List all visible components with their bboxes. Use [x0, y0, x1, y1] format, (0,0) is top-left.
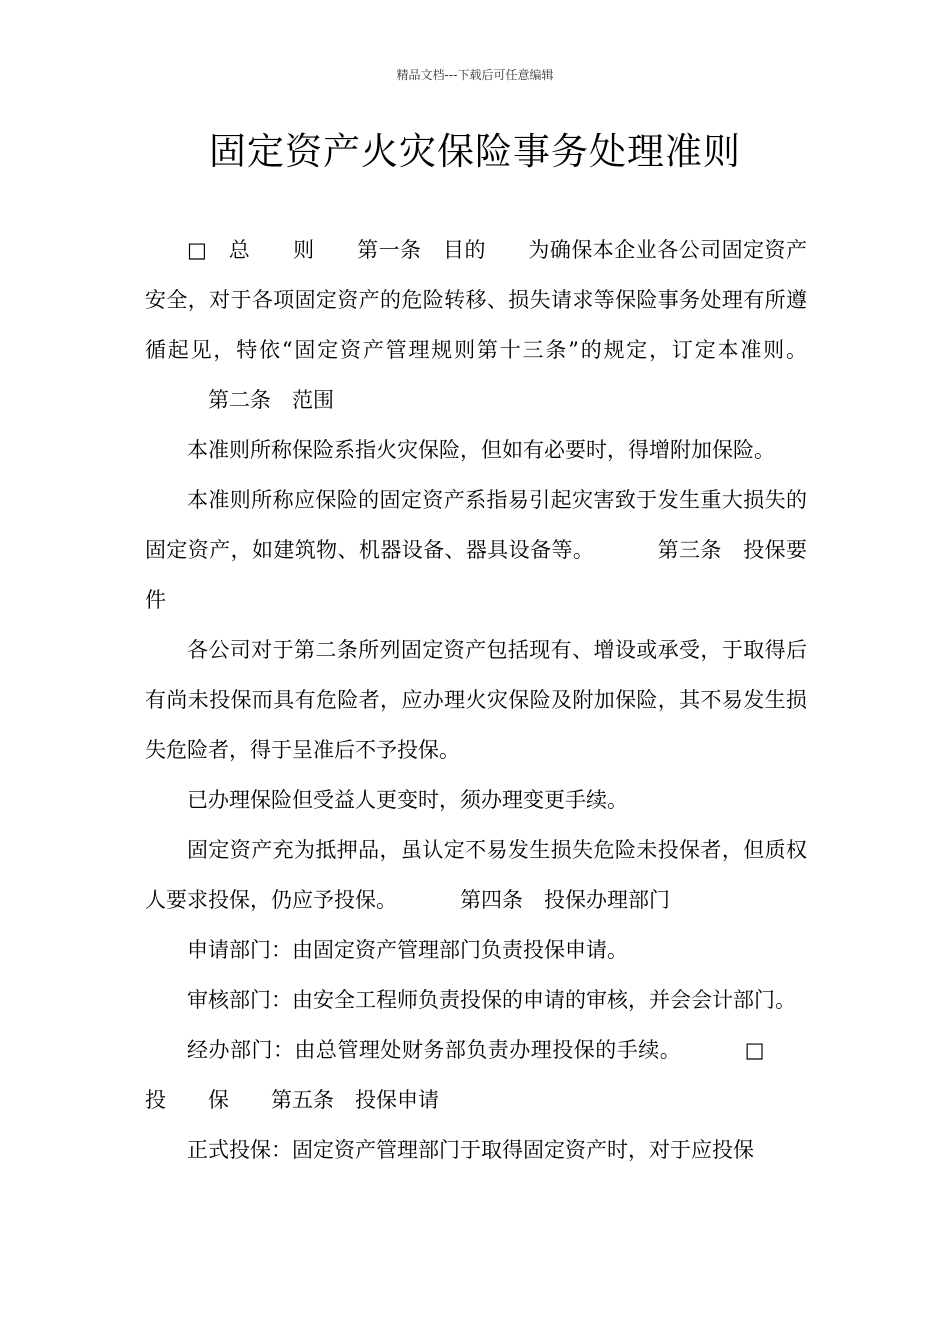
- article-1-label: 第一条 目的: [356, 238, 486, 262]
- paragraph-2: 本准则所称保险系指火灾保险，但如有必要时，得增附加保险。: [187, 438, 775, 462]
- paragraph-1: [145, 225, 807, 425]
- checkbox-square-icon: □: [744, 1038, 766, 1062]
- document-body: [145, 225, 807, 1175]
- paragraph-8: 审核部门：由安全工程师负责投保的申请的审核，并会会计部门。: [187, 988, 796, 1012]
- document-title: 固定资产火灾保险事务处理准则: [209, 130, 741, 173]
- paragraph-5: 已办理保险但受益人更变时，须办理变更手续。: [187, 788, 628, 812]
- article-2-label: 第二条 范围: [208, 388, 334, 412]
- article-4-label: 第四条 投保办理部门: [460, 888, 670, 912]
- paragraph-3: [145, 475, 807, 625]
- paragraph-9: [145, 1025, 807, 1125]
- paragraph-6: [145, 825, 807, 925]
- paragraph-10: 正式投保：固定资产管理部门于取得固定资产时，对于应投保: [187, 1138, 754, 1162]
- section-heading-insure: 投 保: [145, 1088, 229, 1112]
- paragraph-7: 申请部门：由固定资产管理部门负责投保申请。: [187, 938, 628, 962]
- checkbox-square-icon: □: [187, 238, 208, 262]
- paragraph-6-text: 固定资产充为抵押品，虽认定不易发生损失危险未投保者，但质权人要求投保，仍应予投保。: [145, 838, 807, 912]
- header-note: 精品文档---下载后可任意编辑: [396, 68, 554, 82]
- paragraph-9-text: 经办部门：由总管理处财务部负责办理投保的手续。: [187, 1038, 682, 1062]
- article-3-label: 第三条 投保要件: [145, 538, 807, 612]
- section-heading-general: 总 则: [228, 238, 315, 262]
- article-1-text: 为确保本企业各公司固定资产安全，对于各项固定资产的危险转移、损失请求等保险事务处理有所遵循起见，特依“固定资产管理规则第十三条”的规定，订定本准则。: [145, 238, 808, 362]
- article-5-label: 第五条 投保申请: [271, 1088, 439, 1112]
- paragraph-4: 各公司对于第二条所列固定资产包括现有、增设或承受，于取得后有尚未投保而具有危险者，应办理火灾保险及附加保险，其不易发生损失危险者，得于呈准后不予投保。: [145, 638, 807, 762]
- paragraph-3-text: 本准则所称应保险的固定资产系指易引起灾害致于发生重大损失的固定资产，如建筑物、机器设备、器具设备等。: [145, 488, 807, 562]
